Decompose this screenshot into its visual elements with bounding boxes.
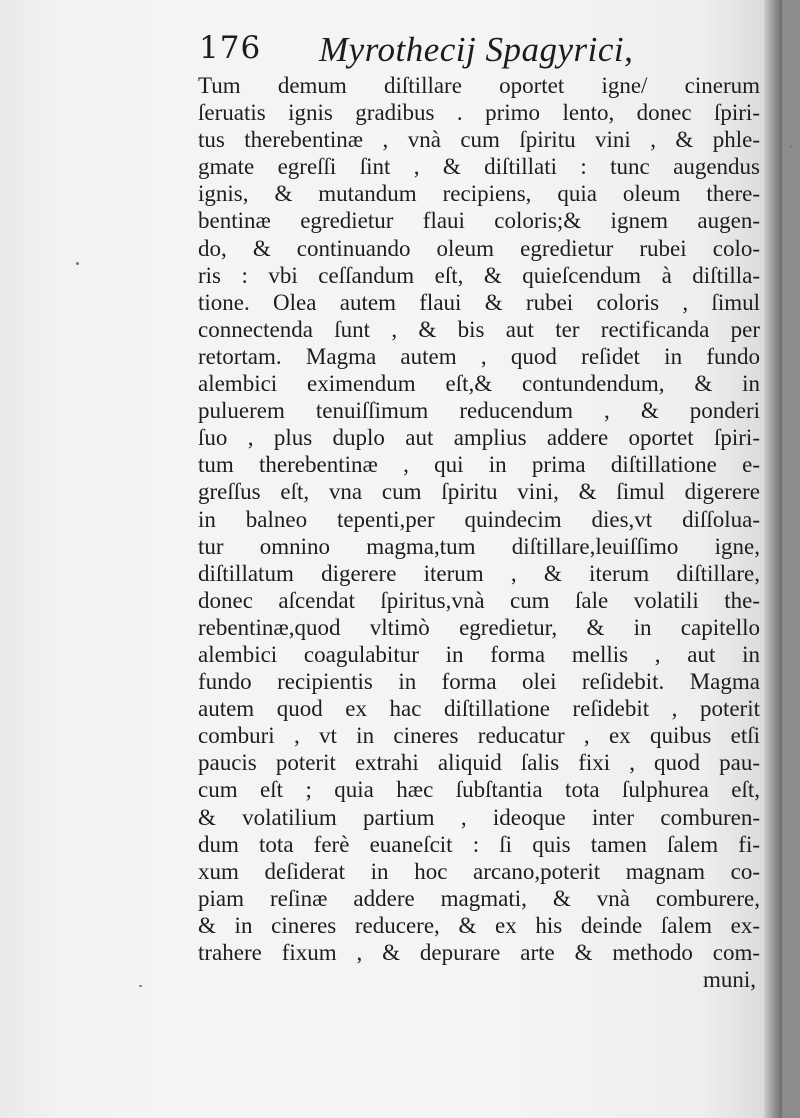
text-line: bentinæ egredietur flaui coloris;& ignem augen- (198, 208, 760, 234)
text-line: rebentinæ,quod vltimò egredietur, & in capitello (198, 614, 760, 640)
text-line: gmate egreſſi ſint , & diſtillati : tunc augendus (198, 154, 760, 180)
text-line: Tum demum diſtillare oportet igne/ cinerum (198, 73, 760, 98)
text-line: ſeruatis ignis gradibus . primo lento, donec ſpiri- (198, 100, 760, 126)
text-line: autem quod ex hac diſtillatione reſidebit , poterit (198, 696, 760, 722)
text-line: tione. Olea autem flaui & rubei coloris , ſimul (198, 289, 760, 315)
text-line: connectenda ſunt , & bis aut ter rectificanda per (198, 316, 760, 342)
text-line: piam reſinæ addere magmati, & vnà comburere, (198, 885, 760, 911)
text-line: trahere fixum , & depurare arte & methodo com- (198, 940, 760, 965)
paper-speck (790, 145, 792, 148)
text-line: xum deſiderat in hoc arcano,poterit magnam co- (198, 858, 760, 884)
text-line: do, & continuando oleum egredietur rubei colo- (198, 235, 760, 261)
body-text (198, 72, 760, 993)
text-line: paucis poterit extrahi aliquid ſalis fixi , quod pau- (198, 750, 760, 776)
text-line: tur omnino magma,tum diſtillare,leuiſſimo igne, (198, 533, 760, 559)
text-line: & in cineres reducere, & ex his deinde ſalem ex- (198, 912, 760, 938)
text-line: ignis, & mutandum recipiens, quia oleum there- (198, 181, 760, 207)
text-line: puluerem tenuiſſimum reducendum , & ponderi (198, 398, 760, 424)
paper-speck (139, 985, 142, 987)
text-line: dum tota ferè euaneſcit : ſi quis tamen ſalem fi- (198, 831, 760, 857)
text-line: alembici eximendum eſt,& contundendum, & in (198, 371, 760, 397)
text-line: alembici coagulabitur in forma mellis , aut in (198, 641, 760, 667)
text-line: greſſus eſt, vna cum ſpiritu vini, & ſimul digerere (198, 479, 760, 505)
text-line: ris : vbi ceſſandum eſt, & quieſcendum à diſtilla- (198, 262, 760, 288)
page-number: 176 (199, 30, 262, 66)
text-line: ſuo , plus duplo aut amplius addere oportet ſpiri- (198, 425, 760, 451)
text-line: & volatilium partium , ideoque inter comburen- (198, 804, 760, 830)
text-line: muni, (702, 967, 756, 993)
page-edge-shadow (764, 0, 782, 1118)
text-line: comburi , vt in cineres reducatur , ex quibus etſi (198, 723, 760, 749)
running-head (195, 30, 755, 74)
paper-speck (76, 262, 79, 265)
text-line: retortam. Magma autem , quod reſidet in fundo (198, 343, 760, 369)
text-line: diſtillatum digerere iterum , & iterum diſtillare, (198, 560, 760, 586)
text-line: tus therebentinæ , vnà cum ſpiritu vini , & phle- (198, 127, 760, 153)
text-line: in balneo tepenti,per quindecim dies,vt diſſolua- (198, 506, 760, 532)
text-line: tum therebentinæ , qui in prima diſtillatione e- (198, 452, 760, 478)
text-line: donec aſcendat ſpiritus,vnà cum ſale volatili the- (198, 587, 760, 613)
text-line: fundo recipientis in forma olei reſidebit. Magma (198, 669, 760, 695)
text-line: cum eſt ; quia hæc ſubſtantia tota ſulphurea eſt, (198, 777, 760, 803)
running-title: Myrothecij Spagyrici, (319, 30, 634, 69)
